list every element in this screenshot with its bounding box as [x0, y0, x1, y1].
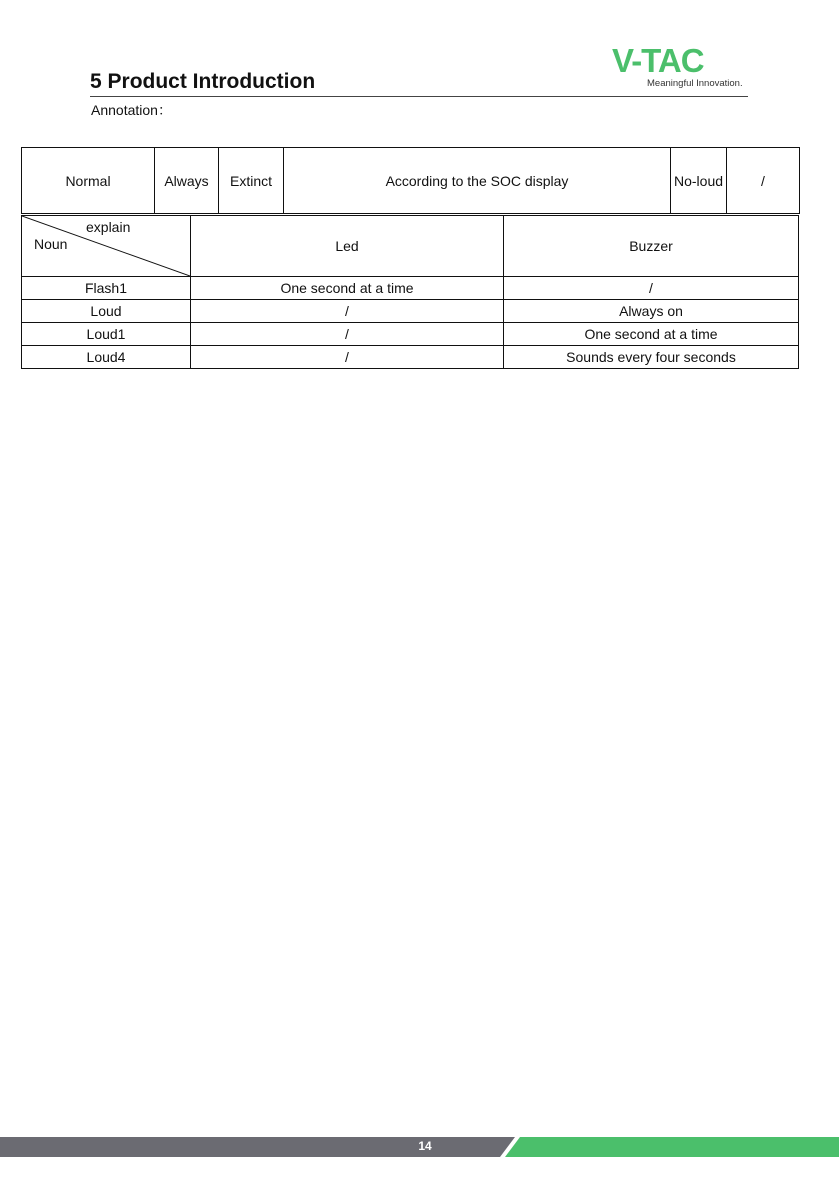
status-cell: No-loud: [671, 148, 727, 214]
v-tac-logo-icon: [612, 44, 752, 78]
logo-text: V-TAC: [612, 44, 704, 78]
title-divider: [90, 96, 748, 97]
buzzer-cell: One second at a time: [504, 323, 799, 346]
noun-cell: Loud: [22, 300, 191, 323]
led-cell: /: [191, 323, 504, 346]
buzzer-cell: /: [504, 277, 799, 300]
noun-cell: Flash1: [22, 277, 191, 300]
status-cell: Always: [155, 148, 219, 214]
status-cell: Extinct: [219, 148, 284, 214]
led-cell: /: [191, 300, 504, 323]
status-row: [22, 148, 800, 214]
buzzer-cell: Always on: [504, 300, 799, 323]
table-row: [22, 323, 799, 346]
status-cell: According to the SOC display: [284, 148, 671, 214]
table-row: [22, 277, 799, 300]
status-cell: /: [727, 148, 800, 214]
page-number: 14: [418, 1139, 432, 1153]
led-cell: /: [191, 346, 504, 369]
footer-green-band: [505, 1137, 839, 1157]
table-row: [22, 346, 799, 369]
legend-table: [21, 215, 799, 369]
noun-cell: Loud4: [22, 346, 191, 369]
table-row: [22, 300, 799, 323]
brand-tagline: Meaningful Innovation.: [647, 78, 743, 89]
noun-cell: Loud1: [22, 323, 191, 346]
corner-top-label: explain: [86, 219, 131, 235]
buzzer-cell: Sounds every four seconds: [504, 346, 799, 369]
status-cell: Normal: [22, 148, 155, 214]
section-title: 5 Product Introduction: [90, 70, 316, 93]
annotation-label: Annotation：: [91, 102, 172, 118]
corner-cell: [22, 216, 191, 277]
header-buzzer: Buzzer: [504, 216, 799, 277]
header-led: Led: [191, 216, 504, 277]
legend-header-row: [22, 216, 799, 277]
status-table: [21, 147, 800, 214]
led-cell: One second at a time: [191, 277, 504, 300]
corner-bottom-label: Noun: [34, 236, 68, 252]
